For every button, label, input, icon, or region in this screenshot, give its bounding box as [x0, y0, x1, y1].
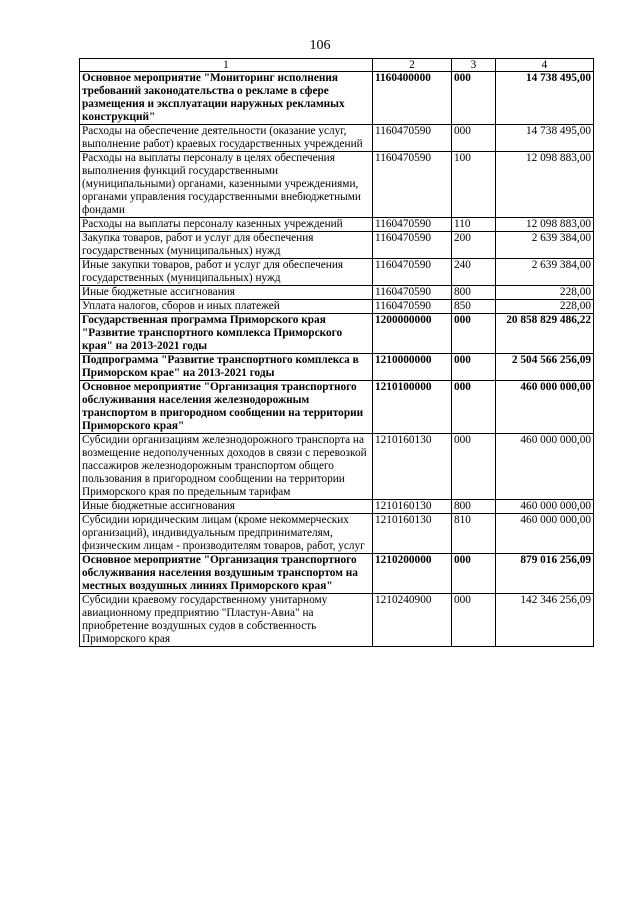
row-type-cell: 800	[452, 286, 496, 300]
row-code-cell: 1160470590	[373, 218, 452, 232]
page-number: 106	[309, 38, 331, 53]
row-code-cell: 1160470590	[373, 300, 452, 314]
row-amount-cell: 14 738 495,00	[496, 125, 594, 152]
row-type-cell: 110	[452, 218, 496, 232]
row-type-cell: 000	[452, 381, 496, 434]
row-name-cell: Субсидии краевому государственному унитарному авиационному предприятию "Пластун-Авиа" на приобретение воздушных судов в собственность Приморского края	[80, 594, 373, 647]
row-type-cell: 000	[452, 554, 496, 594]
row-amount-cell: 879 016 256,09	[496, 554, 594, 594]
row-code-cell: 1160470590	[373, 152, 452, 218]
row-type-cell: 000	[452, 314, 496, 354]
row-amount-cell: 14 738 495,00	[496, 72, 594, 125]
row-amount-cell: 2 504 566 256,09	[496, 354, 594, 381]
row-amount-cell: 228,00	[496, 300, 594, 314]
row-code-cell: 1210160130	[373, 434, 452, 500]
row-amount-cell: 12 098 883,00	[496, 218, 594, 232]
row-code-cell: 1210100000	[373, 381, 452, 434]
row-amount-cell: 228,00	[496, 286, 594, 300]
table-row	[80, 152, 594, 218]
row-name-cell: Подпрограмма "Развитие транспортного комплекса в Приморском крае" на 2013-2021 годы	[80, 354, 373, 381]
row-code-cell: 1210200000	[373, 554, 452, 594]
column-header: 4	[496, 59, 594, 72]
row-type-cell: 810	[452, 514, 496, 554]
table-row	[80, 381, 594, 434]
row-name-cell: Расходы на выплаты персоналу в целях обеспечения выполнения функций государственными (муниципальными) органами, казенными учреждениями, органами управления государственными внебюджетными фондами	[80, 152, 373, 218]
row-code-cell: 1160470590	[373, 286, 452, 300]
column-header: 1	[80, 59, 373, 72]
table-row	[80, 500, 594, 514]
row-name-cell: Расходы на обеспечение деятельности (оказание услуг, выполнение работ) краевых государственных учреждений	[80, 125, 373, 152]
table-row	[80, 286, 594, 300]
row-type-cell: 000	[452, 354, 496, 381]
row-code-cell: 1210000000	[373, 354, 452, 381]
row-code-cell: 1210160130	[373, 514, 452, 554]
row-code-cell: 1200000000	[373, 314, 452, 354]
row-amount-cell: 460 000 000,00	[496, 500, 594, 514]
row-amount-cell: 460 000 000,00	[496, 514, 594, 554]
table-row	[80, 314, 594, 354]
table-row	[80, 72, 594, 125]
table-row	[80, 125, 594, 152]
table-row	[80, 354, 594, 381]
row-type-cell: 000	[452, 72, 496, 125]
row-code-cell: 1210240900	[373, 594, 452, 647]
column-header: 3	[452, 59, 496, 72]
table-row	[80, 554, 594, 594]
row-name-cell: Государственная программа Приморского края "Развитие транспортного комплекса Приморского края" на 2013-2021 годы	[80, 314, 373, 354]
table-row	[80, 594, 594, 647]
table-row	[80, 232, 594, 259]
row-code-cell: 1160400000	[373, 72, 452, 125]
table-row	[80, 259, 594, 286]
row-code-cell: 1210160130	[373, 500, 452, 514]
table-row	[80, 300, 594, 314]
table-row	[80, 218, 594, 232]
table-row	[80, 434, 594, 500]
row-name-cell: Основное мероприятие "Организация транспортного обслуживания населения железнодорожным транспортом в пригородном сообщении на территории Приморского края"	[80, 381, 373, 434]
row-amount-cell: 460 000 000,00	[496, 381, 594, 434]
row-code-cell: 1160470590	[373, 259, 452, 286]
row-amount-cell: 142 346 256,09	[496, 594, 594, 647]
table-row	[80, 514, 594, 554]
row-name-cell: Субсидии юридическим лицам (кроме некоммерческих организаций), индивидуальным предпринимателям, физическим лицам - производителям товаров, работ, услуг	[80, 514, 373, 554]
column-header: 2	[373, 59, 452, 72]
row-code-cell: 1160470590	[373, 125, 452, 152]
row-name-cell: Закупка товаров, работ и услуг для обеспечения государственных (муниципальных) нужд	[80, 232, 373, 259]
row-type-cell: 200	[452, 232, 496, 259]
row-type-cell: 000	[452, 434, 496, 500]
row-type-cell: 240	[452, 259, 496, 286]
row-amount-cell: 460 000 000,00	[496, 434, 594, 500]
row-type-cell: 100	[452, 152, 496, 218]
row-name-cell: Субсидии организациям железнодорожного транспорта на возмещение недополученных доходов в связи с перевозкой пассажиров железнодорожным транспортом общего пользования в пригородном сообщении на территории Приморского края по предельным тарифам	[80, 434, 373, 500]
row-type-cell: 000	[452, 594, 496, 647]
table-header-row	[80, 59, 594, 72]
row-name-cell: Основное мероприятие "Мониторинг исполнения требований законодательства о рекламе в сфере размещения и эксплуатации наружных рекламных конструкций"	[80, 72, 373, 125]
row-name-cell: Уплата налогов, сборов и иных платежей	[80, 300, 373, 314]
row-name-cell: Иные бюджетные ассигнования	[80, 500, 373, 514]
row-name-cell: Расходы на выплаты персоналу казенных учреждений	[80, 218, 373, 232]
row-type-cell: 000	[452, 125, 496, 152]
row-name-cell: Иные бюджетные ассигнования	[80, 286, 373, 300]
budget-table	[79, 58, 594, 647]
row-type-cell: 800	[452, 500, 496, 514]
row-code-cell: 1160470590	[373, 232, 452, 259]
row-name-cell: Иные закупки товаров, работ и услуг для обеспечения государственных (муниципальных) нужд	[80, 259, 373, 286]
row-amount-cell: 2 639 384,00	[496, 259, 594, 286]
row-type-cell: 850	[452, 300, 496, 314]
row-amount-cell: 2 639 384,00	[496, 232, 594, 259]
row-amount-cell: 12 098 883,00	[496, 152, 594, 218]
row-amount-cell: 20 858 829 486,22	[496, 314, 594, 354]
row-name-cell: Основное мероприятие "Организация транспортного обслуживания населения воздушным транспортом на местных воздушных линиях Приморского края"	[80, 554, 373, 594]
